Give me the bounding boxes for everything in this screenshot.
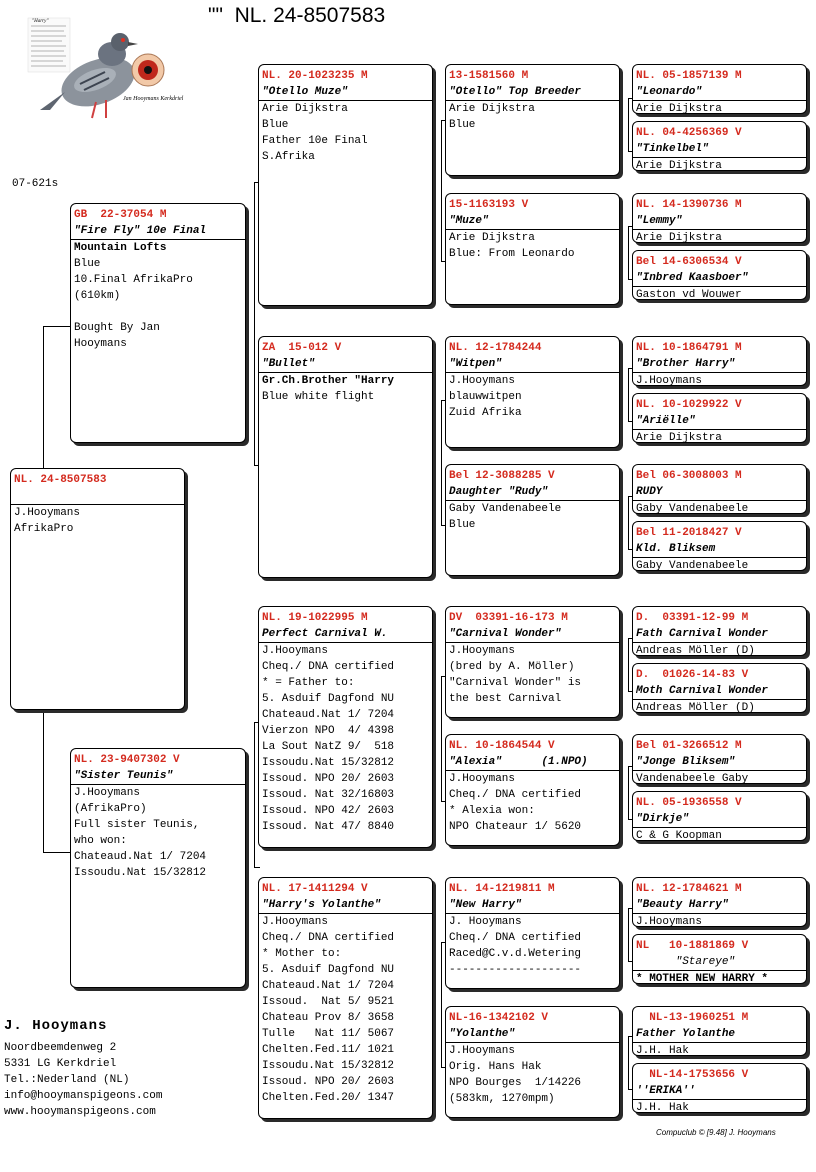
info-line: J.Hooymans — [636, 916, 703, 928]
ring-number: D. 01026-14-83 V — [636, 669, 749, 681]
ring-number: Bel 14-6306534 V — [636, 256, 742, 268]
info-line: Gr.Ch.Brother "Harry — [262, 375, 395, 387]
info-line: J.H. Hak — [636, 1045, 689, 1057]
info-line: Cheq./ DNA certified — [262, 932, 395, 944]
info-line: Blue — [449, 519, 476, 531]
info-line: J.Hooymans — [636, 375, 703, 387]
pigeon-name: ''ERIKA'' — [633, 1083, 806, 1100]
pedigree-box-g9 — [632, 606, 807, 656]
info-line: Blue — [74, 258, 101, 270]
ring-number: NL-16-1342102 V — [449, 1012, 549, 1024]
info-line — [74, 304, 242, 320]
ring-number: Bel 06-3008003 M — [636, 470, 742, 482]
info-line: Tulle Nat 11/ 5067 — [262, 1028, 395, 1040]
info-line: Hooymans — [74, 338, 127, 350]
pedigree-box-g4 — [632, 250, 807, 300]
owner-name: J. Hooymans — [4, 1018, 108, 1034]
info-line: Bought By Jan — [74, 322, 160, 334]
info-line: Issoud. NPO 42/ 2603 — [262, 805, 395, 817]
ring-number: NL. 05-1857139 M — [636, 70, 742, 82]
pigeon-name: "Alexia" (1.NPO) — [446, 754, 619, 771]
logo-caption: Jan Hooymans Kerkdriel — [123, 96, 184, 102]
pedigree-box-g11 — [632, 734, 807, 784]
info-line: J.Hooymans — [449, 375, 516, 387]
pigeon-name: Perfect Carnival W. — [259, 626, 432, 643]
info-line: Arie Dijkstra — [449, 103, 535, 115]
pigeon-name — [11, 488, 184, 505]
pigeon-name: "Dirkje" — [633, 811, 806, 828]
info-line: J.Hooymans — [449, 1045, 516, 1057]
info-line: Issoudu.Nat 15/32812 — [262, 757, 395, 769]
ring-number: NL. 19-1022995 M — [262, 612, 368, 624]
info-line: the best Carnival — [449, 693, 562, 705]
info-line: Issoudu.Nat 15/32812 — [74, 867, 207, 879]
info-line: Issoud. NPO 20/ 2603 — [262, 1076, 395, 1088]
info-line: La Sout NatZ 9/ 518 — [262, 741, 395, 753]
pigeon-name: "Stareye" — [633, 954, 806, 971]
info-line: Andreas Möller (D) — [636, 702, 755, 714]
pigeon-name: "Otello Muze" — [259, 84, 432, 101]
pigeon-name: "Otello" Top Breeder — [446, 84, 619, 101]
pedigree-box-sd — [258, 336, 433, 578]
info-line: Cheq./ DNA certified — [262, 661, 395, 673]
pigeon-name: "Yolanthe" — [446, 1026, 619, 1043]
pigeon-name: "Harry's Yolanthe" — [259, 897, 432, 914]
pedigree-box-g16 — [632, 1063, 807, 1113]
pigeon-name: "Lemmy" — [633, 213, 806, 230]
pedigree-box-g1 — [632, 64, 807, 114]
ring-number: NL-14-1753656 V — [636, 1069, 749, 1081]
info-line: who won: — [74, 835, 127, 847]
pedigree-box-ss — [258, 64, 433, 306]
website-link[interactable]: www.hooymanspigeons.com — [4, 1106, 156, 1118]
ring-number: NL. 10-1864791 M — [636, 342, 742, 354]
pigeon-name: Daughter "Rudy" — [446, 484, 619, 501]
ring-number: 15-1163193 V — [449, 199, 529, 211]
info-line: Arie Dijkstra — [262, 103, 348, 115]
info-line: Mountain Lofts — [74, 242, 167, 254]
info-line: Cheq./ DNA certified — [449, 932, 582, 944]
pedigree-box-g12 — [632, 791, 807, 841]
ring-number: D. 03391-12-99 M — [636, 612, 749, 624]
info-line: Issoud. Nat 5/ 9521 — [262, 996, 395, 1008]
ring-number: NL. 05-1936558 V — [636, 797, 742, 809]
pigeon-name: "Witpen" — [446, 356, 619, 373]
info-line: Chelten.Fed.20/ 1347 — [262, 1092, 395, 1104]
pedigree-box-ds — [258, 606, 433, 848]
info-line: Chateaud.Nat 1/ 7204 — [262, 980, 395, 992]
info-line: J. Hooymans — [449, 916, 522, 928]
ring-number: NL. 14-1219811 M — [449, 883, 555, 895]
info-line: Arie Dijkstra — [636, 232, 722, 244]
ring-number: NL. 10-1864544 V — [449, 740, 555, 752]
info-line: S.Afrika — [262, 151, 315, 163]
ring-number: Bel 12-3088285 V — [449, 470, 555, 482]
pigeon-name: "New Harry" — [446, 897, 619, 914]
info-line: * MOTHER NEW HARRY * — [636, 973, 769, 985]
pigeon-name: Kld. Bliksem — [633, 541, 806, 558]
info-line: Arie Dijkstra — [636, 432, 722, 444]
info-line: Issoudu.Nat 15/32812 — [262, 1060, 395, 1072]
pigeon-name: "Tinkelbel" — [633, 141, 806, 158]
page-title: "" NL. 24-8507583 — [208, 4, 386, 27]
info-line: Gaston vd Wouwer — [636, 289, 742, 301]
pedigree-box-dd — [258, 877, 433, 1119]
pedigree-box-g13 — [632, 877, 807, 927]
info-line: 5. Asduif Dagfond NU — [262, 964, 395, 976]
pedigree-box-ddd — [445, 1006, 620, 1118]
info-line: Blue — [449, 119, 476, 131]
info-line: 5. Asduif Dagfond NU — [262, 693, 395, 705]
ring-number: Bel 11-2018427 V — [636, 527, 742, 539]
pedigree-box-subject — [10, 468, 185, 710]
pedigree-box-g3 — [632, 193, 807, 243]
pedigree-box-dss — [445, 606, 620, 718]
info-line: Chelten.Fed.11/ 1021 — [262, 1044, 395, 1056]
ring-number: GB 22-37054 M — [74, 209, 167, 221]
pigeon-name: "Muze" — [446, 213, 619, 230]
info-line: * Mother to: — [262, 948, 342, 960]
pigeon-name: "Fire Fly" 10e Final — [71, 223, 245, 240]
info-line: C & G Koopman — [636, 830, 722, 842]
pigeon-logo — [20, 12, 184, 127]
info-line: (610km) — [74, 290, 121, 302]
email-link[interactable]: info@hooymanspigeons.com — [4, 1090, 163, 1102]
pigeon-name: "Leonardo" — [633, 84, 806, 101]
pedigree-box-g8 — [632, 521, 807, 571]
info-line: (bred by A. Möller) — [449, 661, 575, 673]
info-line: Blue — [262, 119, 289, 131]
copyright-note: Compuclub © [9.48] J. Hooymans — [656, 1128, 776, 1137]
info-line: J.Hooymans — [449, 645, 516, 657]
info-line: * = Father to: — [262, 677, 355, 689]
info-line: J.Hooymans — [74, 787, 141, 799]
ring-number: NL. 17-1411294 V — [262, 883, 368, 895]
pedigree-box-sire — [70, 203, 246, 443]
info-line: Cheq./ DNA certified — [449, 789, 582, 801]
pigeon-name: "Carnival Wonder" — [446, 626, 619, 643]
ring-number: NL. 23-9407302 V — [74, 754, 180, 766]
info-line: Gaby Vandenabeele — [636, 560, 749, 572]
info-line: Father 10e Final — [262, 135, 368, 147]
pigeon-name: RUDY — [633, 484, 806, 501]
info-line: Gaby Vandenabeele — [449, 503, 562, 515]
pedigree-box-ssd — [445, 193, 620, 305]
info-line: Arie Dijkstra — [449, 232, 535, 244]
info-line: J.Hooymans — [262, 645, 329, 657]
pigeon-name: "Brother Harry" — [633, 356, 806, 373]
pedigree-box-g15 — [632, 1006, 807, 1056]
info-line: blauwwitpen — [449, 391, 522, 403]
info-line: (AfrikaPro) — [74, 803, 147, 815]
info-line: Andreas Möller (D) — [636, 645, 755, 657]
pedigree-box-dam — [70, 748, 246, 988]
info-line: * Alexia won: — [449, 805, 535, 817]
info-line: Blue: From Leonardo — [449, 248, 575, 260]
info-line: (583km, 1270mpm) — [449, 1093, 555, 1105]
info-line: J.Hooymans — [449, 773, 516, 785]
info-line: J.Hooymans — [14, 507, 81, 519]
info-line: J.H. Hak — [636, 1102, 689, 1114]
ring-number: NL 10-1881869 V — [636, 940, 749, 952]
logo-badge: "Harry" — [32, 19, 49, 24]
ring-number: NL. 20-1023235 M — [262, 70, 368, 82]
pigeon-name: Moth Carnival Wonder — [633, 683, 806, 700]
pedigree-box-dds — [445, 877, 620, 989]
info-line: "Carnival Wonder" is — [449, 677, 582, 689]
pigeon-name: Fath Carnival Wonder — [633, 626, 806, 643]
pedigree-box-g7 — [632, 464, 807, 514]
pedigree-box-sds — [445, 336, 620, 448]
pedigree-box-sdd — [445, 464, 620, 576]
ring-number: 13-1581560 M — [449, 70, 529, 82]
ring-number: NL-13-1960251 M — [636, 1012, 749, 1024]
info-line: Raced@C.v.d.Wetering — [449, 948, 582, 960]
pedigree-box-g2 — [632, 121, 807, 171]
info-line: Vandenabeele Gaby — [636, 773, 749, 785]
pedigree-box-g10 — [632, 663, 807, 713]
pedigree-box-g5 — [632, 336, 807, 386]
info-line: J.Hooymans — [262, 916, 329, 928]
pigeon-name: "Beauty Harry" — [633, 897, 806, 914]
ring-number: NL. 12-1784244 — [449, 342, 542, 354]
address-line: 5331 LG Kerkdriel — [4, 1058, 117, 1070]
info-line: Orig. Hans Hak — [449, 1061, 542, 1073]
pedigree-box-dsd — [445, 734, 620, 846]
pigeon-name: "Jonge Bliksem" — [633, 754, 806, 771]
info-line: Gaby Vandenabeele — [636, 503, 749, 515]
reference-code: 07-621s — [12, 178, 59, 190]
info-line: Arie Dijkstra — [636, 103, 722, 115]
pigeon-name: "Bullet" — [259, 356, 432, 373]
info-line: Chateau Prov 8/ 3658 — [262, 1012, 395, 1024]
pigeon-name: "Sister Teunis" — [71, 768, 245, 785]
ring-number: NL. 14-1390736 M — [636, 199, 742, 211]
ring-number: NL. 10-1029922 V — [636, 399, 742, 411]
info-line: Zuid Afrika — [449, 407, 522, 419]
ring-number: NL. 12-1784621 M — [636, 883, 742, 895]
info-line: Issoud. NPO 20/ 2603 — [262, 773, 395, 785]
pedigree-box-sss — [445, 64, 620, 176]
info-line: Arie Dijkstra — [636, 160, 722, 172]
phone-line: Tel.:Nederland (NL) — [4, 1074, 130, 1086]
info-line: NPO Bourges 1/14226 — [449, 1077, 582, 1089]
info-line: NPO Chateaur 1/ 5620 — [449, 821, 582, 833]
pedigree-box-g6 — [632, 393, 807, 443]
info-line: Issoud. Nat 32/16803 — [262, 789, 395, 801]
info-line: Vierzon NPO 4/ 4398 — [262, 725, 395, 737]
info-line: AfrikaPro — [14, 523, 74, 535]
info-line: -------------------- — [449, 964, 582, 976]
owner-contact — [4, 1018, 162, 1120]
ring-number: Bel 01-3266512 M — [636, 740, 742, 752]
info-line: Blue white flight — [262, 391, 375, 403]
pigeon-name: Father Yolanthe — [633, 1026, 806, 1043]
info-line: Chateaud.Nat 1/ 7204 — [74, 851, 207, 863]
info-line: Full sister Teunis, — [74, 819, 200, 831]
ring-number: NL. 24-8507583 — [14, 474, 107, 486]
pigeon-name: "Inbred Kaasboer" — [633, 270, 806, 287]
ring-number: DV 03391-16-173 M — [449, 612, 568, 624]
info-line: 10.Final AfrikaPro — [74, 274, 193, 286]
ring-number: ZA 15-012 V — [262, 342, 342, 354]
info-line: Chateaud.Nat 1/ 7204 — [262, 709, 395, 721]
ring-number: NL. 04-4256369 V — [636, 127, 742, 139]
pigeon-name: "Ariëlle" — [633, 413, 806, 430]
pedigree-box-g14 — [632, 934, 807, 984]
info-line: Issoud. Nat 47/ 8840 — [262, 821, 395, 833]
address-line: Noordbeemdenweg 2 — [4, 1042, 117, 1054]
